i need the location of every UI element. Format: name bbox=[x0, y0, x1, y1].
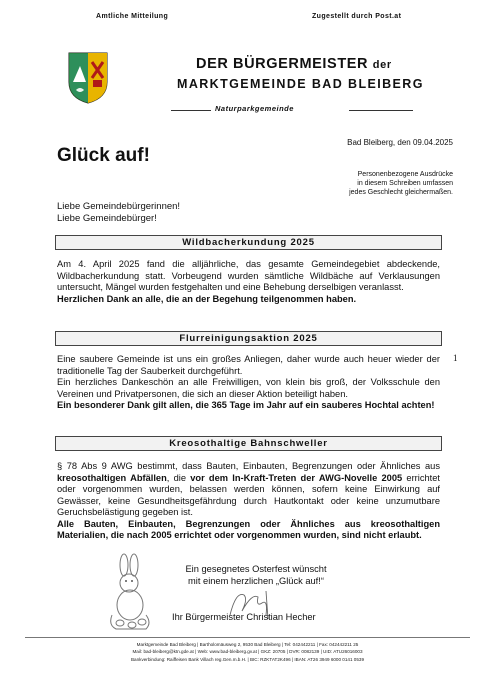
section-body-wildbach bbox=[57, 259, 440, 305]
footer-address: Marktgemeinde Bad Bleiberg | Bartholomäusweg 2, 9530 Bad Bleiberg | Tel: 042442211 | Fax: 042442211 25 bbox=[136, 642, 359, 647]
postal-delivery-label: Zugestellt durch Post.at bbox=[312, 13, 402, 20]
salutation bbox=[57, 201, 180, 225]
text-run: errichtet oder vorgenommen wurden, belassen werden können, sofern keine Einwirkung auf Gewässer, keine Gesundheitsgefährdung durch Hautkontakt oder keine unzumutbare Geruchsbelästigung gegeben ist. bbox=[57, 472, 440, 517]
footer-bank-details: Bankverbindung: Raiffeisen Bank Villach reg.Gen.m.b.H. | BIC: RZKTAT2K496 | IBAN: AT26 3949 6000 0141 0539 bbox=[130, 656, 365, 662]
text-run-bold: kreosothaltigen Abfällen bbox=[57, 472, 167, 483]
paragraph-bold: Alle Bauten, Einbauten, Begrenzungen oder Ähnliches aus kreosothaltigen Materialien, die nach 2005 errichtet oder vorgenommen wurden, sind nicht erlaubt. bbox=[57, 518, 440, 540]
paragraph bbox=[57, 461, 440, 519]
section-body-flurreinigung bbox=[57, 354, 440, 412]
disclaimer-line: in diesem Schreiben umfassen bbox=[357, 180, 453, 187]
greeting-heading: Glück auf! bbox=[57, 145, 150, 166]
paragraph-bold: Herzlichen Dank an alle, die an der Begehung teilgenommen haben. bbox=[57, 293, 357, 304]
salutation-line: Liebe Gemeindebürgerinnen! bbox=[57, 201, 181, 212]
footer-divider bbox=[25, 637, 470, 638]
letterhead-title bbox=[196, 56, 392, 72]
official-notice-label: Amtliche Mitteilung bbox=[96, 13, 169, 20]
municipal-crest-icon bbox=[68, 52, 108, 104]
text-run-bold: vor dem In-Kraft-Treten der AWG-Novelle 2005 bbox=[190, 472, 403, 483]
paragraph: Ein herzliches Dankeschön an alle Freiwilligen, von klein bis groß, der Volksschule den Vereinen und Privatpersonen, die sich an dieser Aktion beteiligt haben. bbox=[57, 377, 440, 399]
divider-right bbox=[349, 110, 413, 111]
section-heading-flurreinigung: Flurreinigungsaktion 2025 bbox=[55, 331, 442, 346]
title-der: der bbox=[372, 59, 392, 71]
paragraph: Eine saubere Gemeinde ist uns ein großes Anliegen, daher wurde auch heuer wieder der traditionelle Tag der Sauberkeit durchgeführt. bbox=[57, 354, 440, 376]
salutation-line: Liebe Gemeindebürger! bbox=[57, 213, 157, 224]
mayor-title: DER BÜRGERMEISTER bbox=[196, 56, 369, 72]
text-run: , die bbox=[166, 472, 191, 483]
page-number: 1 bbox=[453, 353, 458, 363]
paragraph: Am 4. April 2025 fand die alljährliche, das gesamte Gemeindegebiet abdeckende, Wildbacherkundung statt. Vorbeugend wurden sämtliche Wildbäche auf Verklausungen untersucht, Mängel wurden festgehalten und eine Behebung derselbigen veranlasst. bbox=[57, 259, 440, 292]
section-body-kreosot bbox=[57, 461, 440, 542]
paragraph-bold: Ein besonderer Dank gilt allen, die 365 Tage im Jahr auf ein sauberes Hochtal achten! bbox=[57, 400, 435, 410]
letter-date: Bad Bleiberg, den 09.04.2025 bbox=[347, 138, 453, 147]
easter-bunny-icon bbox=[102, 553, 164, 633]
divider-left bbox=[171, 110, 211, 111]
text-run: § 78 Abs 9 AWG bestimmt, dass Bauten, Einbauten, Begrenzungen oder Ähnliches aus bbox=[57, 461, 440, 471]
gender-disclaimer bbox=[283, 170, 453, 197]
footer-contact bbox=[25, 641, 470, 663]
closing-line: Ein gesegnetes Osterfest wünscht bbox=[185, 564, 327, 574]
municipality-name: MARKTGEMEINDE BAD BLEIBERG bbox=[177, 77, 424, 91]
footer-contact-info: Mail: bad-bleiberg@ktn.gde.at | Web: www.bad-bleiberg.gv.at | GKZ: 20705 | DVR: 0082139 | UID: ATU26016003 bbox=[132, 649, 363, 655]
section-heading-kreosot: Kreosothaltige Bahnschweller bbox=[55, 436, 442, 451]
signer-name: Ihr Bürgermeister Christian Hecher bbox=[172, 612, 316, 622]
disclaimer-line: Personenbezogene Ausdrücke bbox=[357, 171, 453, 178]
section-heading-wildbach: Wildbacherkundung 2025 bbox=[55, 235, 442, 250]
closing-wishes bbox=[176, 563, 336, 587]
disclaimer-line: jedes Geschlecht gleichermaßen. bbox=[349, 189, 453, 196]
nature-park-tagline: Naturparkgemeinde bbox=[215, 104, 294, 113]
tagline-row bbox=[171, 104, 413, 116]
closing-line: mit einem herzlichen „Glück auf!“ bbox=[188, 576, 324, 586]
